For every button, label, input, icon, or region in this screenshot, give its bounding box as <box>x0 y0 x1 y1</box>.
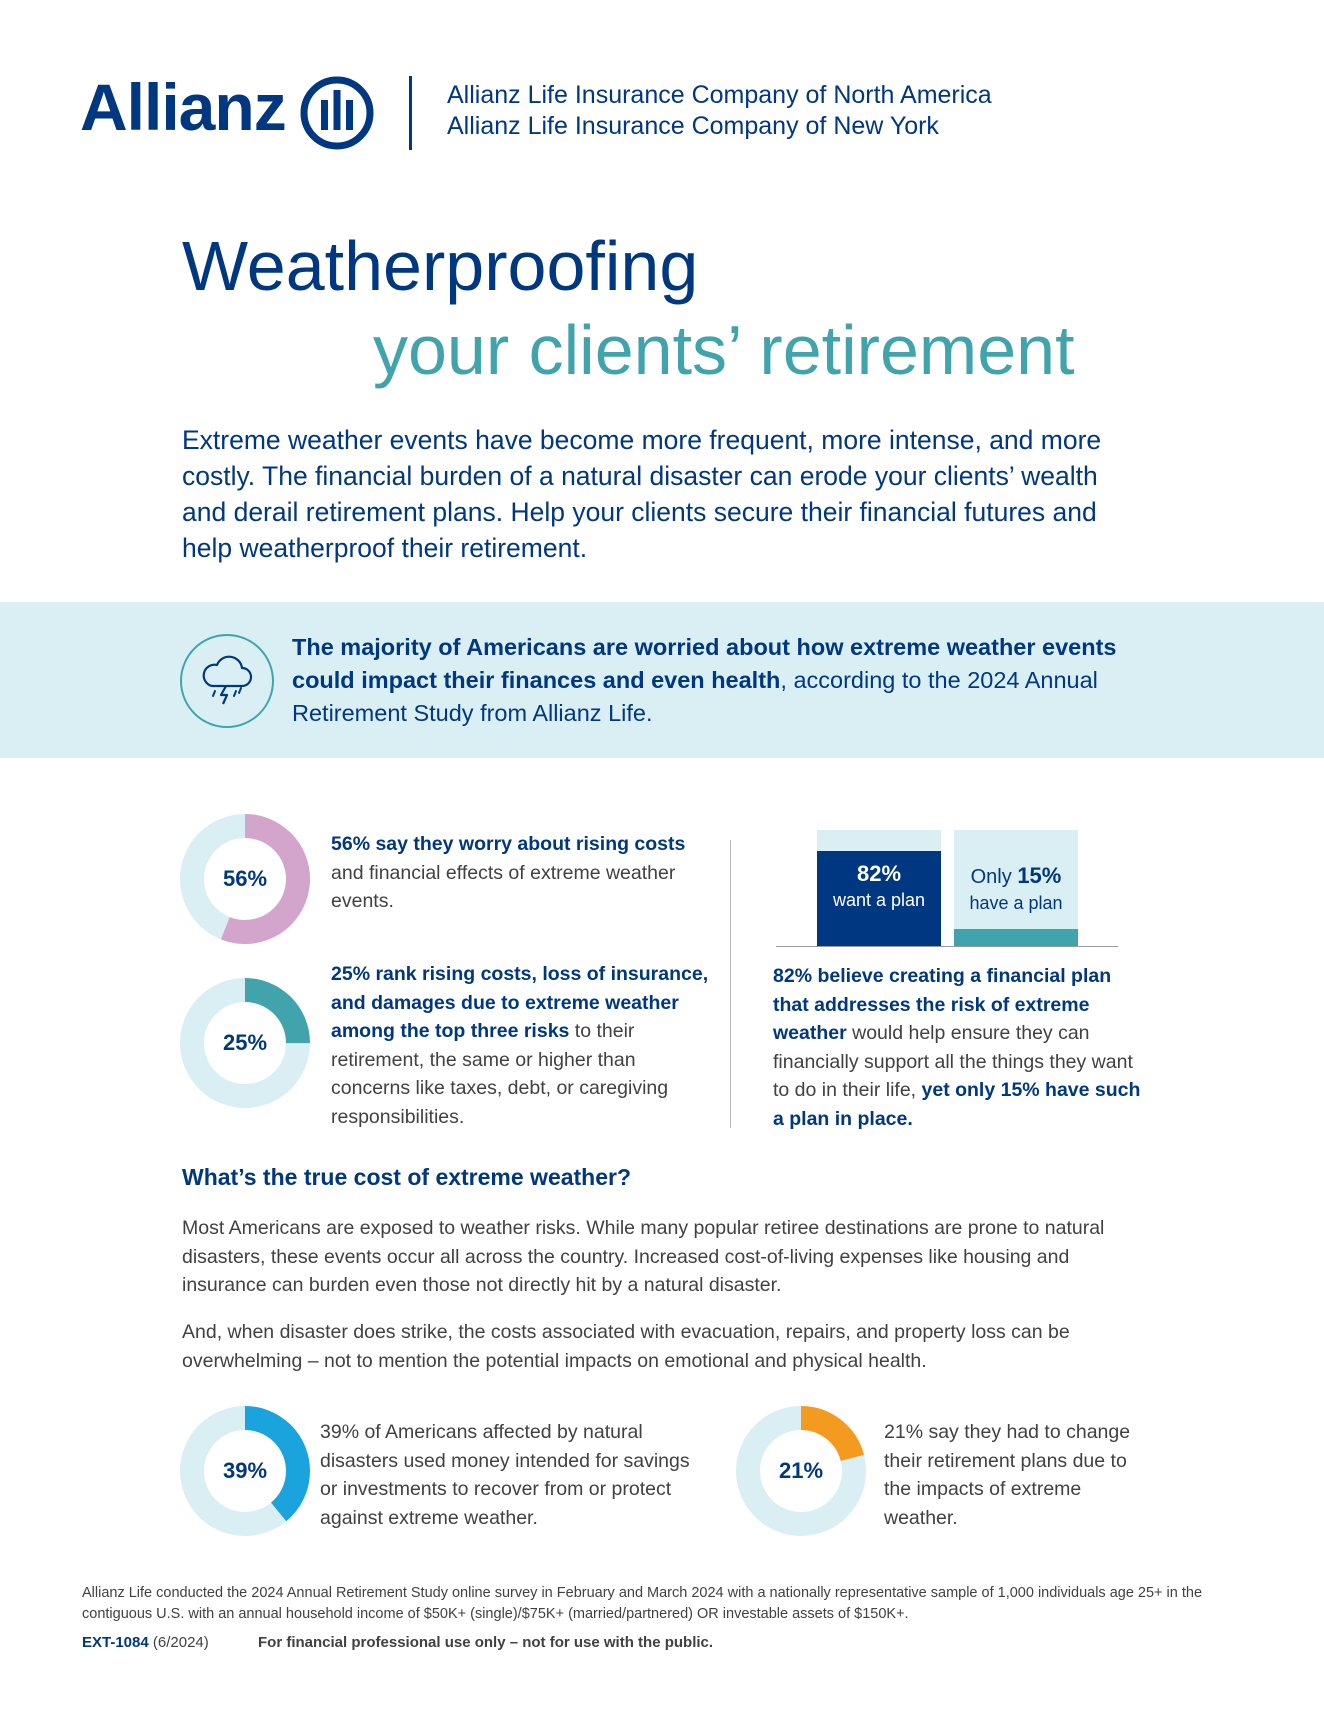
survey-footnote: Allianz Life conducted the 2024 Annual Retirement Study online survey in February and March 2024 with a nationally representative sample of 1,000 individuals age 25+ in the contiguous U.S. with an annual household income of $50K+ (single)/$75K+ (married/partnered) OR investable assets of $150K+. <box>82 1585 1203 1622</box>
stat-rank-bold: 25% rank rising costs, loss of insurance, and damages due to extreme weather among the top three risks <box>331 963 709 1042</box>
company-name-new-york: Allianz Life Insurance Company of New York <box>447 112 939 140</box>
have-plan-prefix: Only <box>970 866 1018 888</box>
page-title-line-1: Weatherproofing <box>182 227 699 305</box>
stat-worry-rest: and financial effects of extreme weather events. <box>331 861 676 912</box>
document-code <box>82 1634 209 1651</box>
band-statement <box>292 631 1172 730</box>
want-plan-pct: 82% <box>856 861 902 886</box>
have-plan-sub: have a plan <box>969 893 1063 913</box>
plan-stat-text <box>773 962 1143 1133</box>
section-heading: What’s the true cost of extreme weather? <box>182 1164 632 1190</box>
page-title-line-2: your clients’ retirement <box>373 311 1075 389</box>
want-plan-sub: want a plan <box>832 890 926 910</box>
donut-25-label: 25% <box>222 1030 268 1055</box>
plan-stat-bold-1: 82% believe creating a financial plan that addresses the risk of extreme weather <box>773 965 1112 1044</box>
header-divider <box>409 76 412 150</box>
donut-56-label: 56% <box>222 866 268 891</box>
usage-disclaimer: For financial professional use only – not for use with the public. <box>258 1634 714 1651</box>
band-statement-bold: The majority of Americans are worried about how extreme weather events could impact their finances and even health <box>292 634 1117 693</box>
intro-paragraph: Extreme weather events have become more frequent, more intense, and more costly. The financial burden of a natural disaster can erode your clients’ wealth and derail retirement plans. Help your clients secure their financial futures and help weatherproof their retirement. <box>182 425 1102 563</box>
have-plan-bar <box>954 929 1078 946</box>
stat-savings-text: 39% of Americans affected by natural disasters used money intended for savings or investments to recover from or protect against extreme weather. <box>320 1421 690 1529</box>
column-divider <box>730 840 731 1128</box>
section-paragraph-2: And, when disaster does strike, the costs associated with evacuation, repairs, and property loss can be overwhelming – not to mention the potential impacts on emotional and physical health. <box>182 1321 1070 1372</box>
donut-39 <box>180 1406 310 1536</box>
allianz-eagle-logo-icon <box>300 76 374 150</box>
have-plan-pct: 15% <box>1017 863 1062 888</box>
band-statement-rest: , according to the 2024 Annual Retirement Study from Allianz Life. <box>292 667 1098 726</box>
want-plan-label <box>817 860 941 912</box>
stat-rank-text <box>331 960 711 1131</box>
allianz-wordmark: Allianz <box>80 70 286 144</box>
section-paragraph-1: Most Americans are exposed to weather risks. While many popular retiree destinations are prone to natural disasters, these events occur all across the country. Increased cost-of-living expenses like housing and insurance can burden even those not directly hit by a natural disaster. <box>182 1217 1105 1296</box>
donut-25 <box>180 978 310 1108</box>
donut-21 <box>736 1406 866 1536</box>
plan-stat-bold-2: yet only 15% have such a plan in place. <box>773 1079 1141 1130</box>
document-date: (6/2024) <box>152 1634 209 1651</box>
stat-worry-bold: 56% say they worry about rising costs <box>331 833 686 855</box>
stat-rank-rest: to their retirement, the same or higher than concerns like taxes, debt, or caregiving responsibilities. <box>331 1020 669 1128</box>
company-names <box>447 80 992 142</box>
have-plan-label <box>954 862 1078 915</box>
stat-change-text: 21% say they had to change their retirement plans due to the impacts of extreme weather. <box>884 1421 1131 1529</box>
storm-cloud-icon <box>180 634 274 728</box>
donut-56 <box>180 814 310 944</box>
document-code-id: EXT-1084 <box>82 1634 149 1651</box>
donut-21-label: 21% <box>778 1458 824 1483</box>
company-name-north-america: Allianz Life Insurance Company of North America <box>447 81 992 109</box>
bars-baseline <box>776 946 1118 947</box>
stat-worry-text <box>331 830 701 916</box>
plan-stat-mid: would help ensure they can financially support all the things they want to do in their life, <box>773 1022 1133 1101</box>
donut-39-label: 39% <box>222 1458 268 1483</box>
